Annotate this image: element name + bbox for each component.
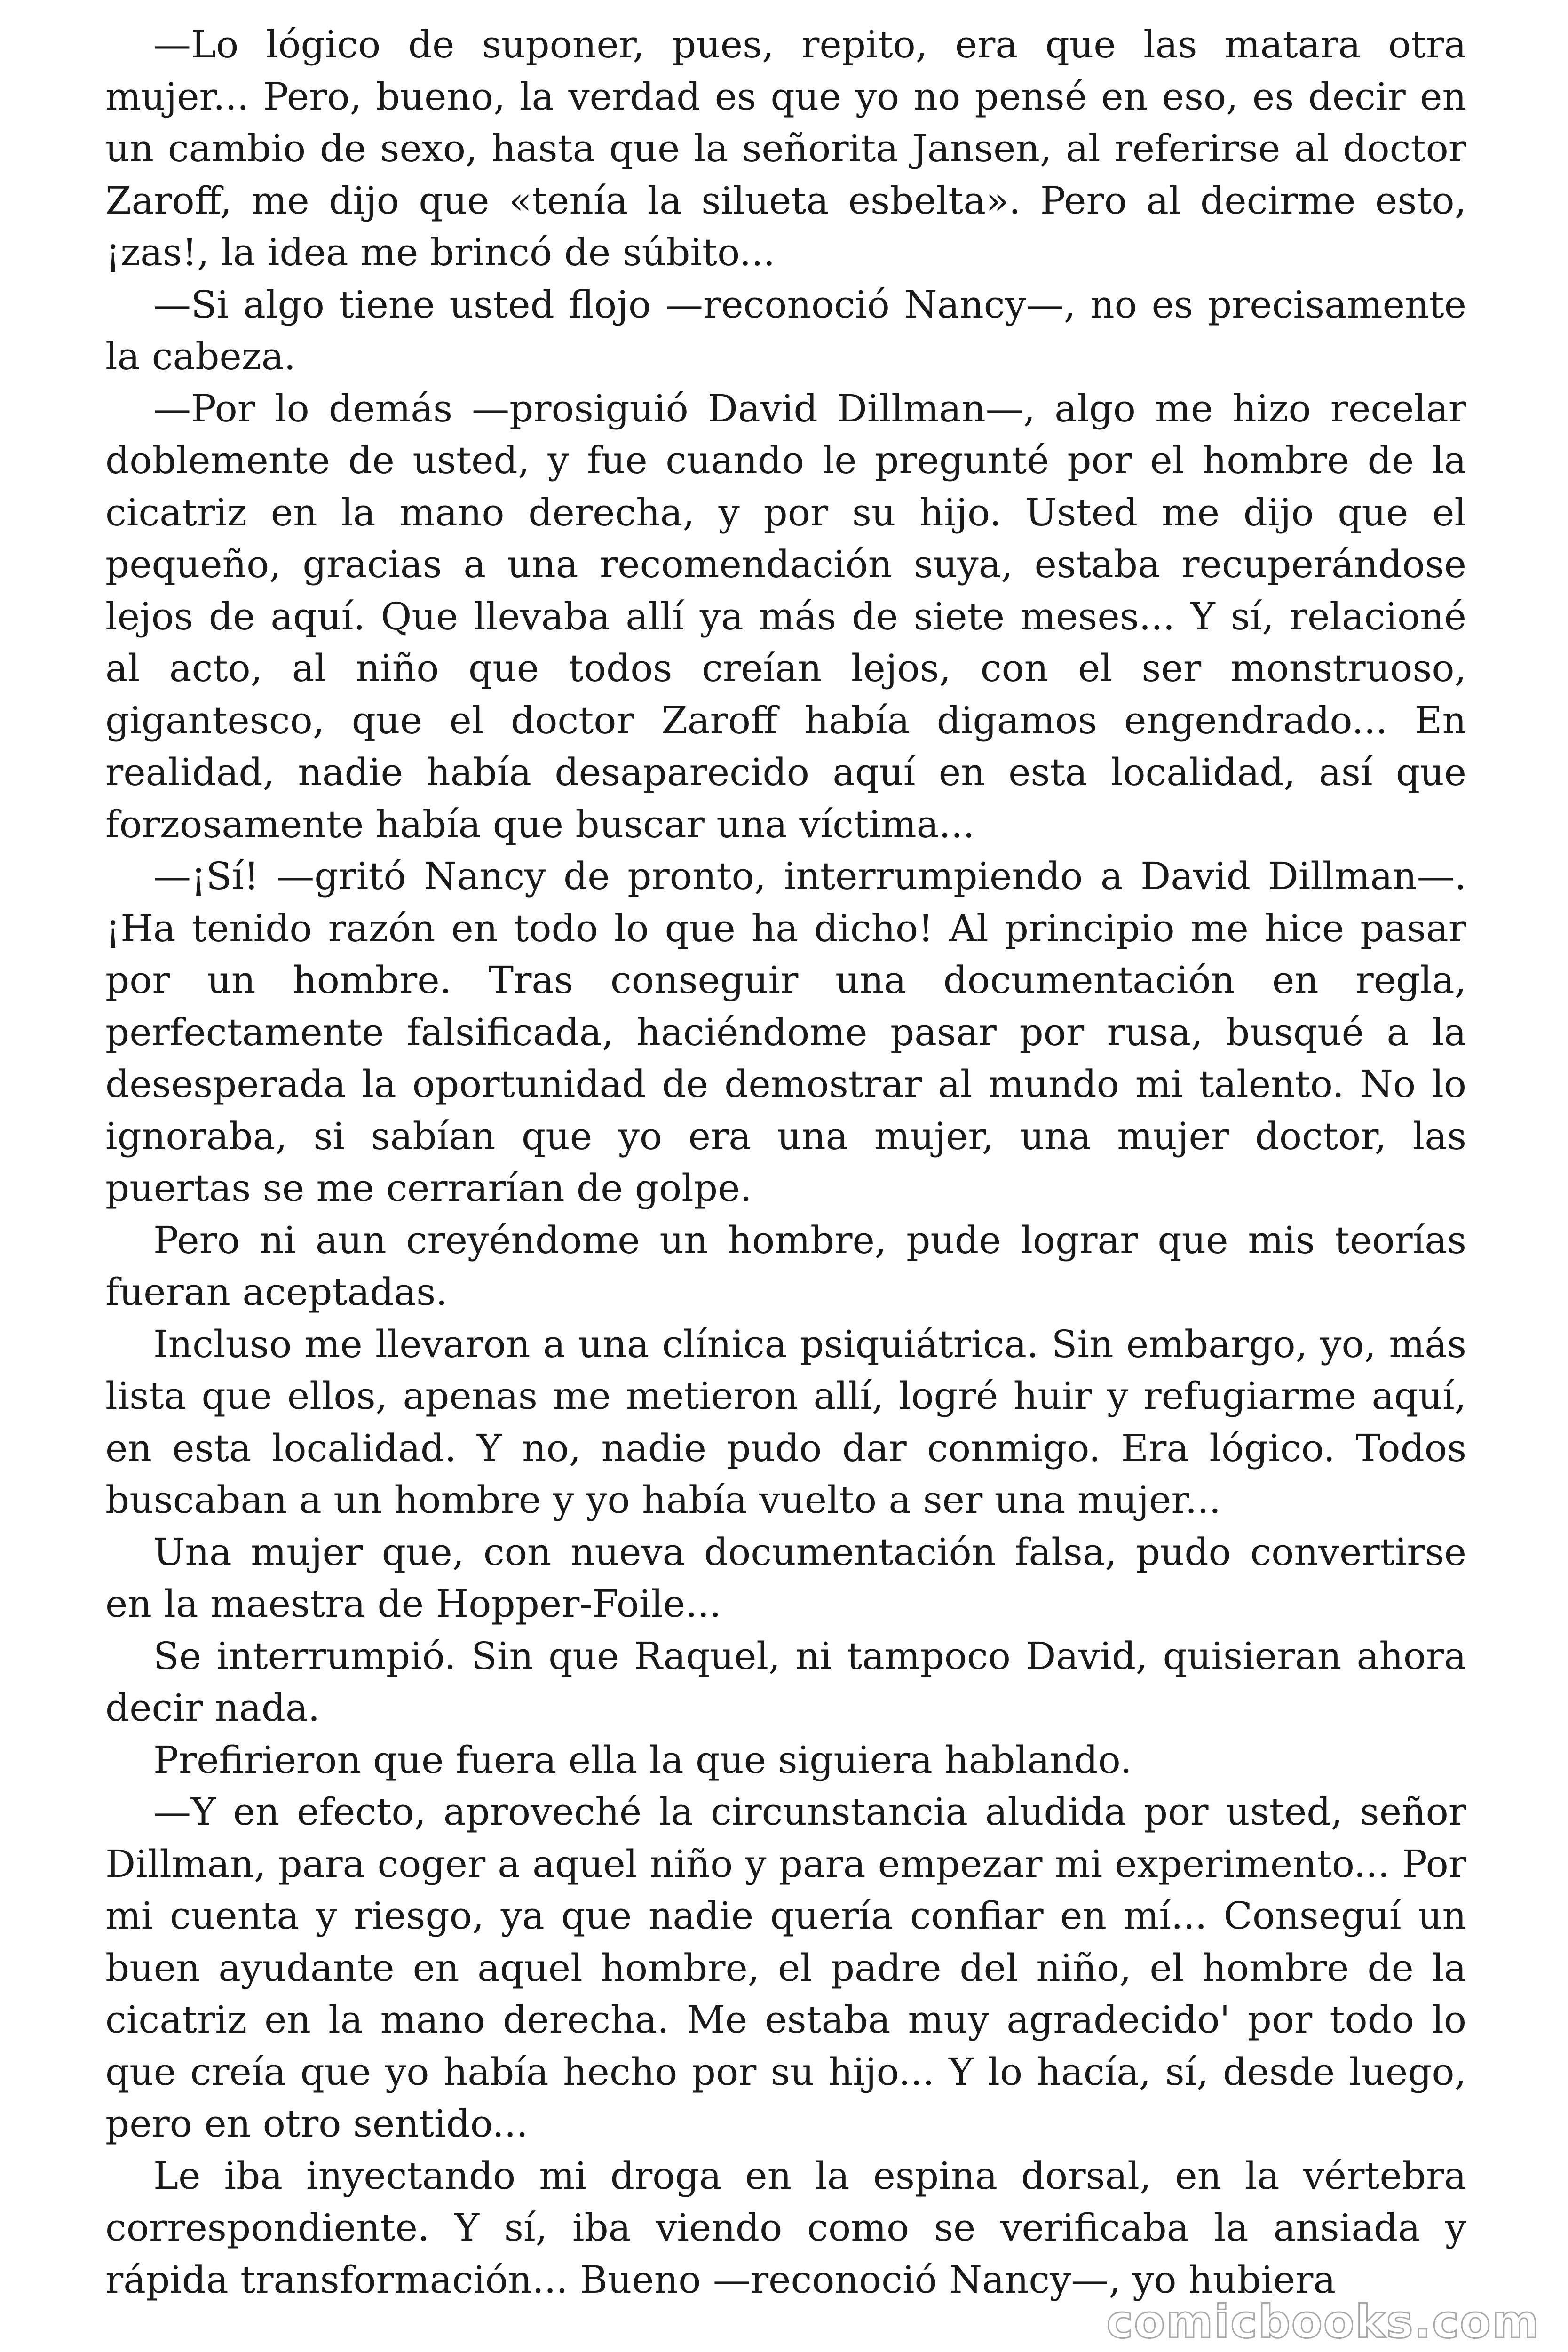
book-page	[105, 19, 1466, 2343]
paragraph: —Por lo demás —prosiguió David Dillman—, algo me hizo recelar doblemente de usted, y fue cuando le pregunté por el hombre de la cicatriz en la mano derecha, y por su hijo. Usted me dijo que el pequeño, gracias a una recomendación suya, estaba recuperándose lejos de aquí. Que llevaba allí ya más de siete meses... Y sí, relacioné al acto, al niño que todos creían lejos, con el ser monstruoso, gigantesco, que el doctor Zaroff había digamos engendrado... En realidad, nadie había desaparecido aquí en esta localidad, así que forzosamente había que buscar una víctima...	[105, 386, 1466, 846]
watermark-logo: comicbooks.com	[1106, 2296, 1540, 2348]
paragraph: Se interrumpió. Sin que Raquel, ni tampoco David, quisieran ahora decir nada.	[105, 1634, 1466, 1730]
paragraph: —Lo lógico de suponer, pues, repito, era que las matara otra mujer... Pero, bueno, la verdad es que yo no pensé en eso, es decir en un cambio de sexo, hasta que la señorita Jansen, al referirse al doctor Zaroff, me dijo que «tenía la silueta esbelta». Pero al decirme esto, ¡zas!, la idea me brincó de súbito...	[105, 23, 1466, 274]
paragraph: —¡Sí! —gritó Nancy de pronto, interrumpiendo a David Dillman—. ¡Ha tenido razón en todo lo que ha dicho! Al principio me hice pasar por un hombre. Tras conseguir una documentación en regla, perfectamente falsificada, haciéndome pasar por rusa, busqué a la desesperada la oportunidad de demostrar al mundo mi talento. No lo ignoraba, si sabían que yo era una mujer, una mujer doctor, las puertas se me cerrarían de golpe.	[105, 854, 1466, 1210]
paragraph: Prefirieron que fuera ella la que siguiera hablando.	[153, 1738, 1132, 1782]
paragraph: Una mujer que, con nueva documentación falsa, pudo convertirse en la maestra de Hopper-Foile...	[105, 1530, 1466, 1626]
paragraph: Incluso me llevaron a una clínica psiquiátrica. Sin embargo, yo, más lista que ellos, apenas me metieron allí, logré huir y refugiarme aquí, en esta localidad. Y no, nadie pudo dar conmigo. Era lógico. Todos buscaban a un hombre y yo había vuelto a ser una mujer...	[105, 1322, 1466, 1522]
paragraph: —Y en efecto, aproveché la circunstancia aludida por usted, señor Dillman, para coger a aquel niño y para empezar mi experimento... Por mi cuenta y riesgo, ya que nadie quería confiar en mí... Conseguí un buen ayudante en aquel hombre, el padre del niño, el hombre de la cicatriz en la mano derecha. Me estaba muy agradecido' por todo lo que creía que yo había hecho por su hijo... Y lo hacía, sí, desde luego, pero en otro sentido...	[105, 1790, 1466, 2145]
paragraph: —Si algo tiene usted flojo —reconoció Nancy—, no es precisamente la cabeza.	[105, 282, 1466, 378]
paragraph: Le iba inyectando mi droga en la espina dorsal, en la vértebra correspondiente. Y sí, iba viendo como se verificaba la ansiada y rápida transformación... Bueno —reconoció Nancy—, yo hubiera	[105, 2153, 1466, 2302]
paragraph: Pero ni aun creyéndome un hombre, pude lograr que mis teorías fueran aceptadas.	[105, 1218, 1466, 1314]
